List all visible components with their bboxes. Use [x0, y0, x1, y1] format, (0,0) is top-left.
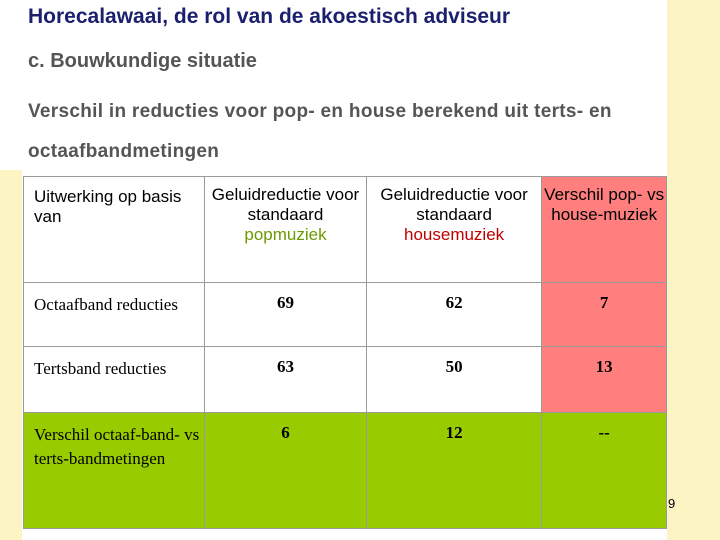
house-value: 50 — [366, 347, 542, 413]
table-row — [24, 283, 667, 347]
slide-number: 9 — [668, 496, 676, 511]
house-value: 12 — [366, 413, 542, 529]
header-cell-pop — [205, 177, 367, 283]
pop-value: 69 — [205, 283, 367, 347]
header-house-label: Geluidreductie voor standaard — [380, 185, 528, 224]
header-cell-diff — [542, 177, 667, 283]
header-cell-basis — [24, 177, 205, 283]
house-value: 62 — [366, 283, 542, 347]
decor-band-right — [667, 0, 720, 540]
pop-value: 6 — [205, 413, 367, 529]
table-header-row — [24, 177, 667, 283]
diff-value: -- — [542, 413, 667, 529]
header-diff-label: Verschil pop- vs house-muziek — [544, 185, 665, 224]
header-cell-house — [366, 177, 542, 283]
header-basis-label: Uitwerking op basis van — [34, 187, 182, 226]
row-label: Verschil octaaf-band- vs terts-bandmetingen — [24, 413, 205, 529]
row-label: Tertsband reducties — [24, 347, 205, 413]
reduction-table — [23, 176, 667, 529]
table-row — [24, 347, 667, 413]
intro-text: Verschil in reducties voor pop- en house berekend uit terts- en octaafbandmetingen — [28, 101, 612, 162]
header-pop-accent: popmuziek — [244, 225, 327, 244]
table-row — [24, 413, 667, 529]
diff-value: 13 — [542, 347, 667, 413]
slide-subtitle: c. Bouwkundige situatie — [28, 50, 257, 72]
diff-value: 7 — [542, 283, 667, 347]
header-house-accent: housemuziek — [404, 225, 505, 244]
row-label: Octaafband reducties — [24, 283, 205, 347]
pop-value: 63 — [205, 347, 367, 413]
slide-title: Horecalawaai, de rol van de akoestisch adviseur — [28, 5, 511, 28]
header-pop-label: Geluidreductie voor standaard — [211, 185, 360, 224]
